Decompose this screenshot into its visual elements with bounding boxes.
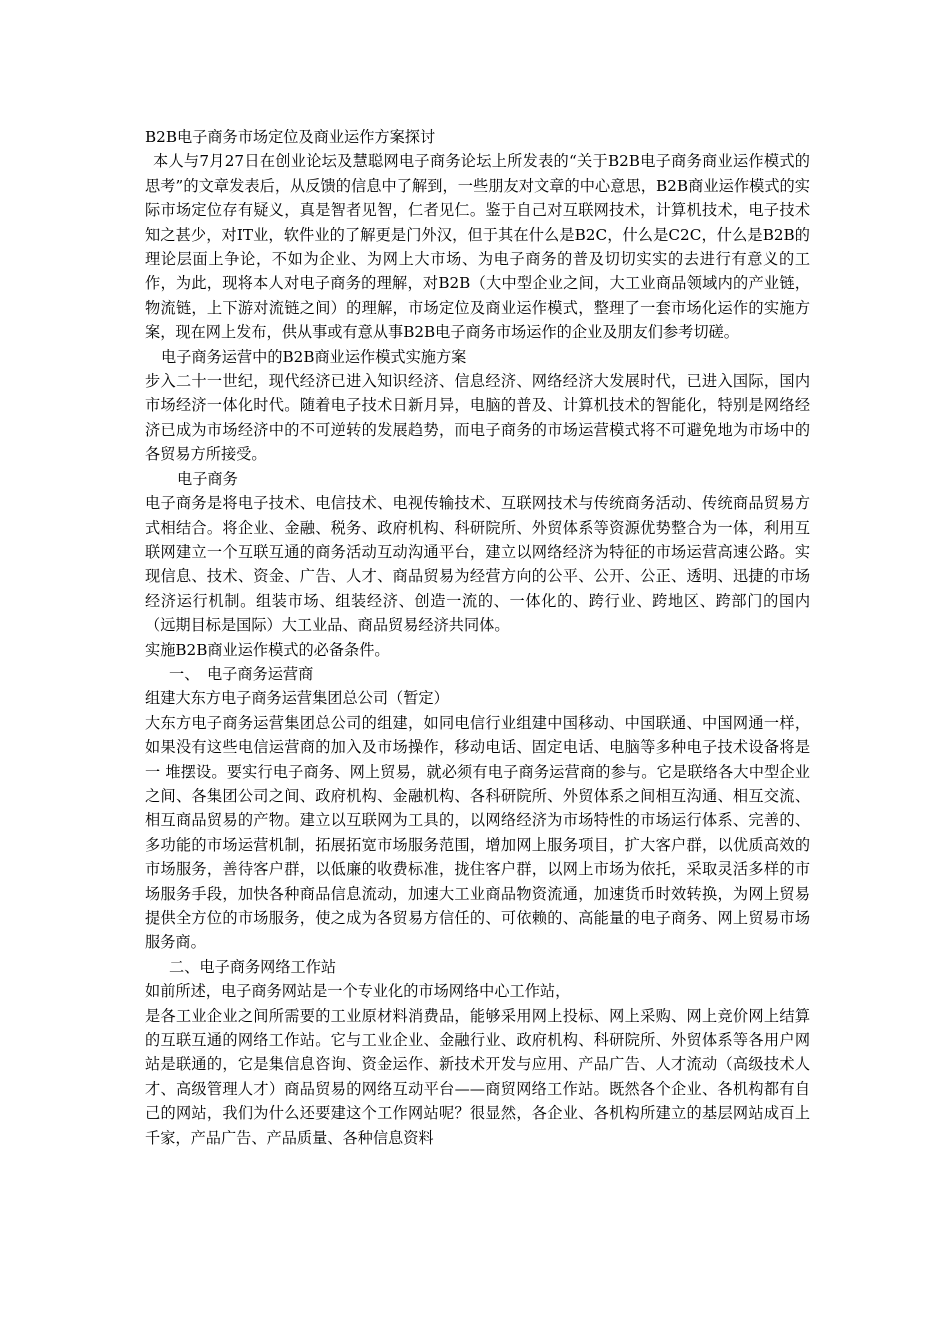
section-heading-ecommerce: 电子商务 [177, 469, 238, 488]
body-paragraph: 如前所述，电子商务网站是一个专业化的市场网络中心工作站， [145, 982, 571, 1001]
section-heading-operator: 一、 电子商务运营商 [169, 664, 314, 683]
body-paragraph: 电子商务是将电子技术、电信技术、电视传输技术、互联网技术与传统商务活动、传统商品贸易方式相结合。将企业、金融、税务、政府机构、科研院所、外贸体系等资源优势整合为一体，利用互联网建立一个互联互通的商务活动互动沟通平台，建立以网络经济为特征的市场运营高速公路。实现信息、技术、资金、广告、人才、商品贸易为经营方向的公平、公开、公正、透明、迅捷的市场经济运行机制。组装市场、组装经济、创造一流的、一体化的、跨行业、跨地区、跨部门的国内（远期目标是国际）大工业品、商品贸易经济共同体。 [145, 494, 810, 635]
body-paragraph: 是各工业企业之间所需要的工业原材料消费品，能够采用网上投标、网上采购、网上竞价网上结算的互联互通的网络工作站。它与工业企业、金融行业、政府机构、科研院所、外贸体系等各用户网站是联通的，它是集信息咨询、资金运作、新技术开发与应用、产品广告、人才流动（高级技术人才、高级管理人才）商品贸易的网络互动平台——商贸网络工作站。既然各个企业、各机构都有自己的网站，我们为什么还要建这个工作网站呢？很显然，各企业、各机构所建立的基层网站成百上千家，产品广告、产品质量、各种信息资料 [145, 1006, 810, 1147]
document-page [145, 125, 810, 1150]
body-paragraph: 大东方电子商务运营集团总公司的组建，如同电信行业组建中国移动、中国联通、中国网通一样，如果没有这些电信运营商的加入及市场操作，移动电话、固定电话、电脑等多种电子技术设备将是一 堆摆设。要实行电子商务、网上贸易，就必须有电子商务运营商的参与。它是联络各大中型企业之间、各集团公司之间、政府机构、金融机构、各科研院所、外贸体系之间相互沟通、相互交流、相互商品贸易的产物。建立以互联网为工具的，以网络经济为市场特性的市场运行体系、完善的、多功能的市场运营机制，拓展拓宽市场服务范围，增加网上服务项目，扩大客户群，以优质高效的市场服务，善待客户群，以低廉的收费标准，拢住客户群，以网上市场为依托，采取灵活多样的市场服务手段，加快各种商品信息流动，加速大工业商品物资流通，加速货币时效转换，为网上贸易提供全方位的市场服务，使之成为各贸易方信任的、可依赖的、高能量的电子商务、网上贸易市场服务商。 [145, 713, 810, 952]
section-heading-workstation: 二、电子商务网络工作站 [169, 957, 337, 976]
body-paragraph: 实施B2B商业运作模式的必备条件。 [145, 640, 390, 659]
document-title: B2B电子商务市场定位及商业运作方案探讨 [145, 128, 436, 146]
intro-paragraph: 本人与7月27日在创业论坛及慧聪网电子商务论坛上所发表的“关于B2B电子商务商业运作模式的思考”的文章发表后，从反馈的信息中了解到，一些朋友对文章的中心意思，B2B商业运作模式的实际市场定位存有疑义，真是智者见智，仁者见仁。鉴于自己对互联网技术，计算机技术，电子技术知之甚少，对IT业，软件业的了解更是门外汉，但于其在什么是B2C，什么是C2C，什么是B2B的理论层面上争论，不如为企业、为网上大市场、为电子商务的普及切切实实的去进行有意义的工作，为此，现将本人对电子商务的理解，对B2B（大中型企业之间，大工业商品领域内的产业链，物流链，上下游对流链之间）的理解，市场定位及商业运作模式，整理了一套市场化运作的实施方案，现在网上发布，供从事或有意从事B2B电子商务市场运作的企业及朋友们参考切磋。 [145, 152, 810, 342]
body-paragraph: 步入二十一世纪，现代经济已进入知识经济、信息经济、网络经济大发展时代，已进入国际，国内市场经济一体化时代。随着电子技术日新月异，电脑的普及、计算机技术的智能化，特别是网络经济已成为市场经济中的不可逆转的发展趋势，而电子商务的市场运营模式将不可避免地为市场中的各贸易方所接受。 [145, 372, 810, 464]
body-paragraph: 组建大东方电子商务运营集团总公司（暂定） [145, 689, 449, 708]
section-heading-b2b-plan: 电子商务运营中的B2B商业运作模式实施方案 [161, 347, 467, 366]
